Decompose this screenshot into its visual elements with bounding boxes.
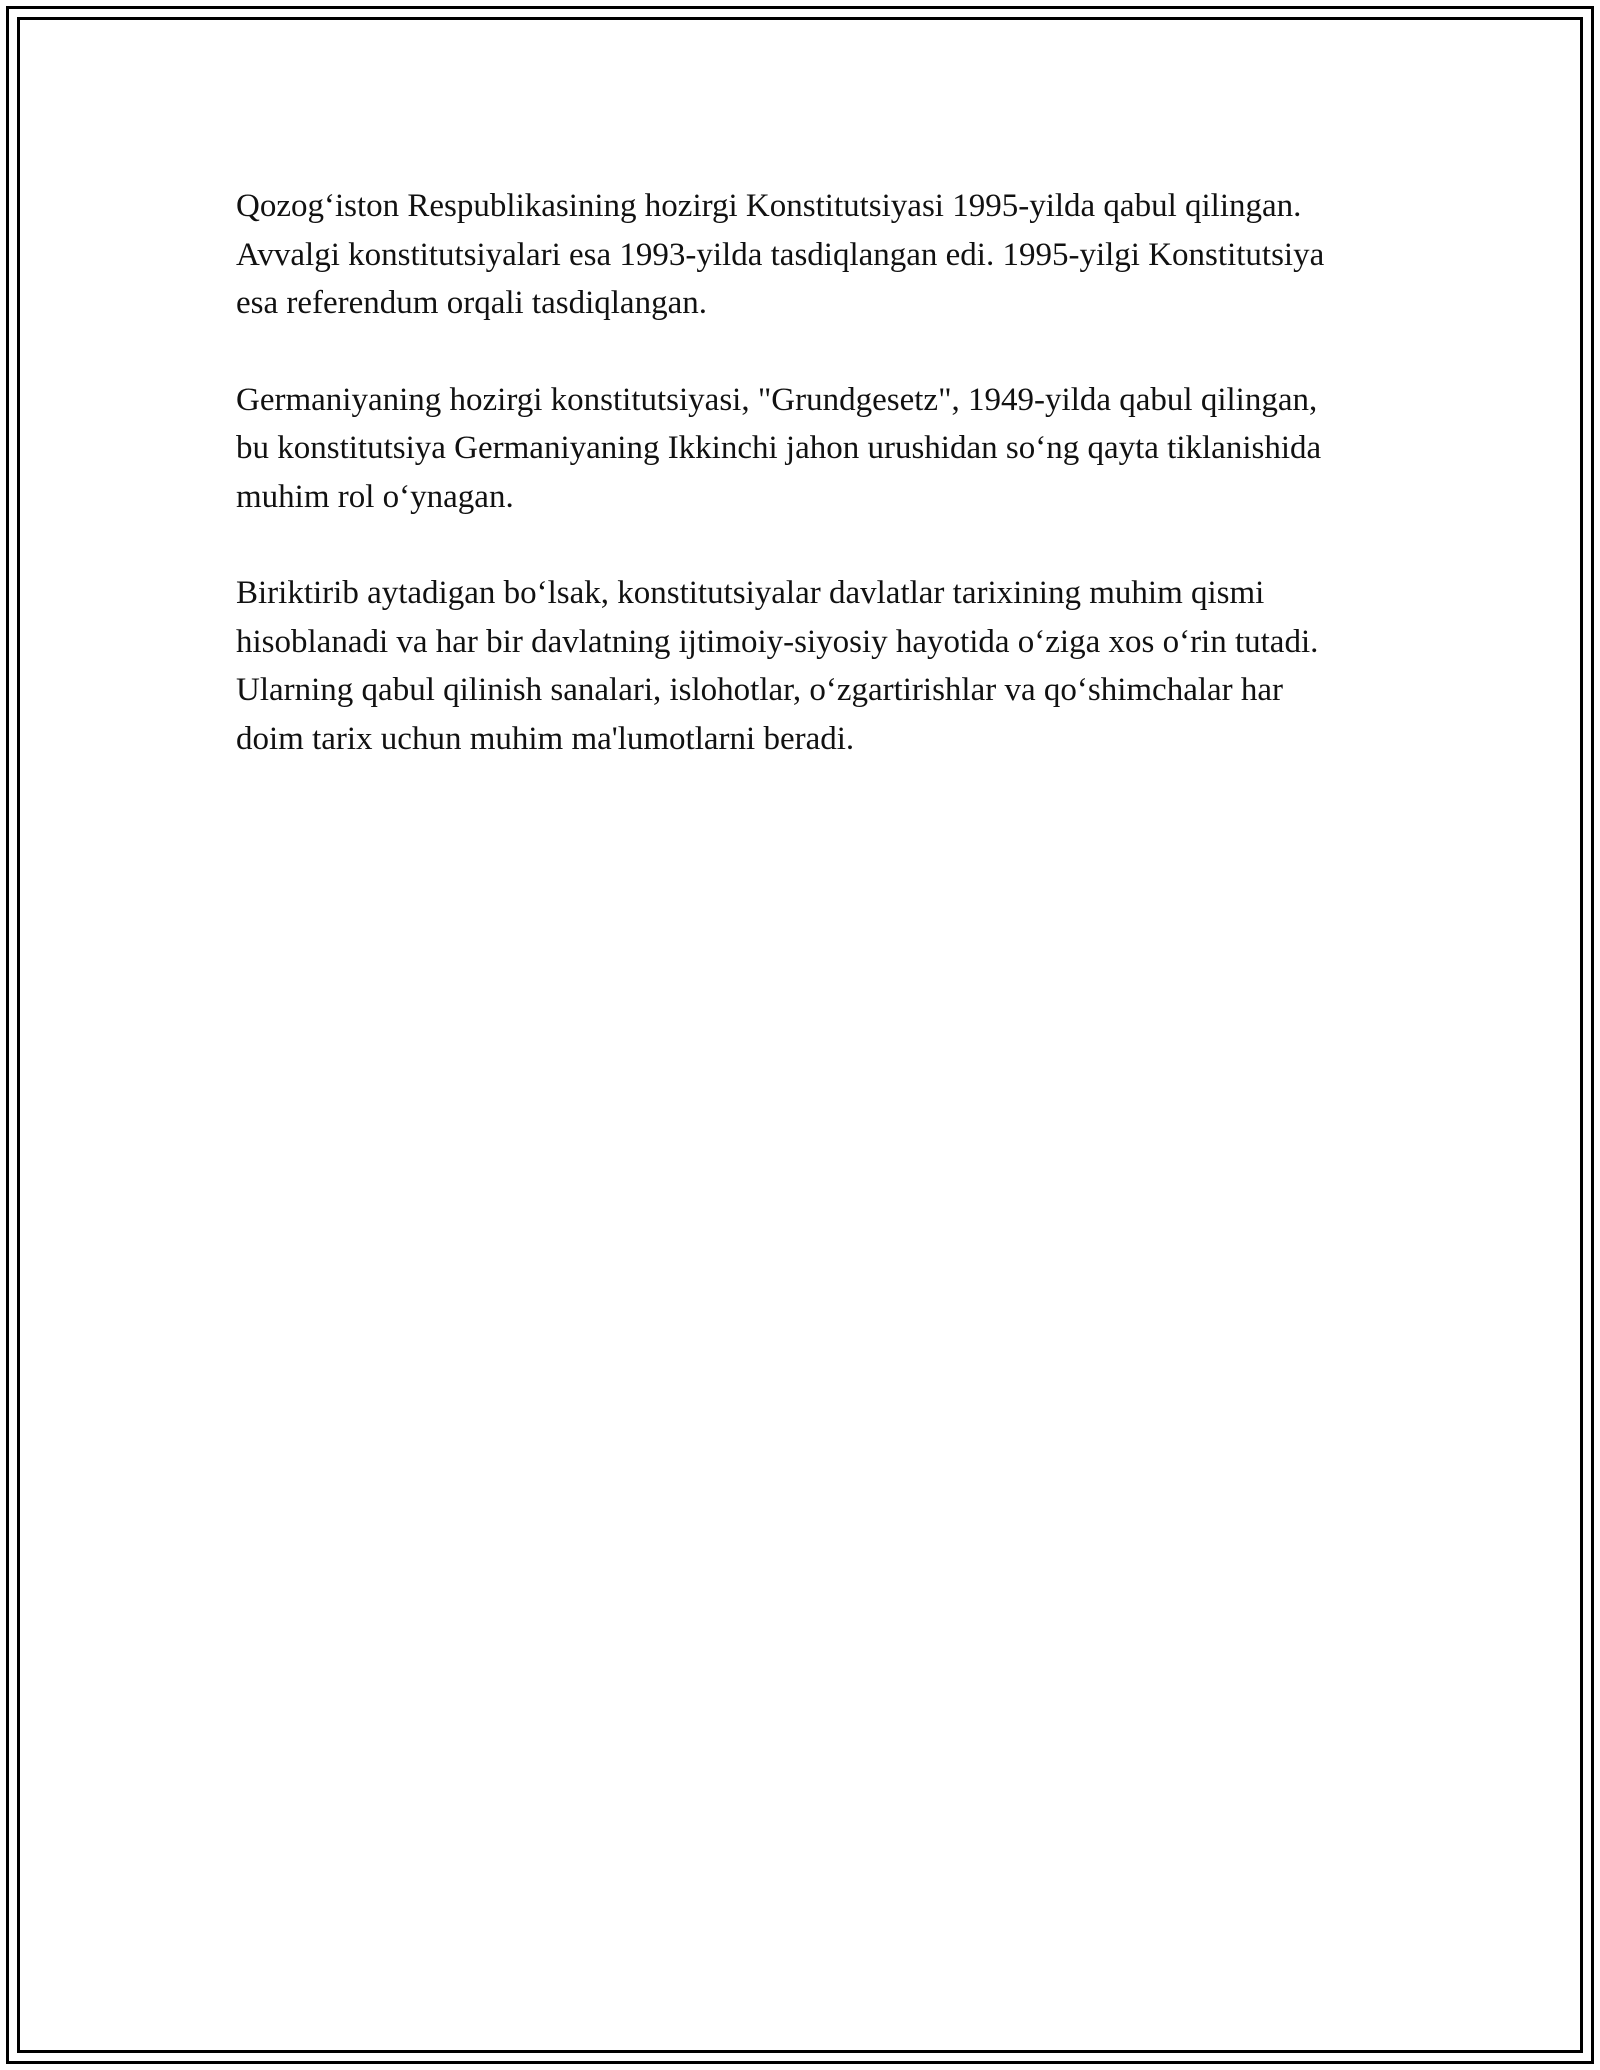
paragraph-conclusion: Biriktirib aytadigan bo‘lsak, konstitutsiyalar davlatlar tarixining muhim qismi hisoblanadi va har bir davlatning ijtimoiy-siyosiy hayotida o‘ziga xos o‘rin tutadi. Ularning qabul qilinish sanalari, islohotlar, o‘zgartirishlar va qo‘shimchalar har doim tarix uchun muhim ma'lumotlarni beradi. [236, 575, 1319, 757]
document-body [236, 182, 1356, 811]
paragraph-germany-constitution: Germaniyaning hozirgi konstitutsiyasi, "Grundgesetz", 1949-yilda qabul qilingan, bu konstitutsiya Germaniyaning Ikkinchi jahon urushidan so‘ng qayta tiklanishida muhim rol o‘ynagan. [236, 381, 1322, 515]
paragraph-kazakhstan-constitution: Qozog‘iston Respublikasining hozirgi Konstitutsiyasi 1995-yilda qabul qilingan. Avvalgi konstitutsiyalari esa 1993-yilda tasdiqlangan edi. 1995-yilgi Konstitutsiya esa referendum orqali tasdiqlangan. [236, 188, 1325, 321]
